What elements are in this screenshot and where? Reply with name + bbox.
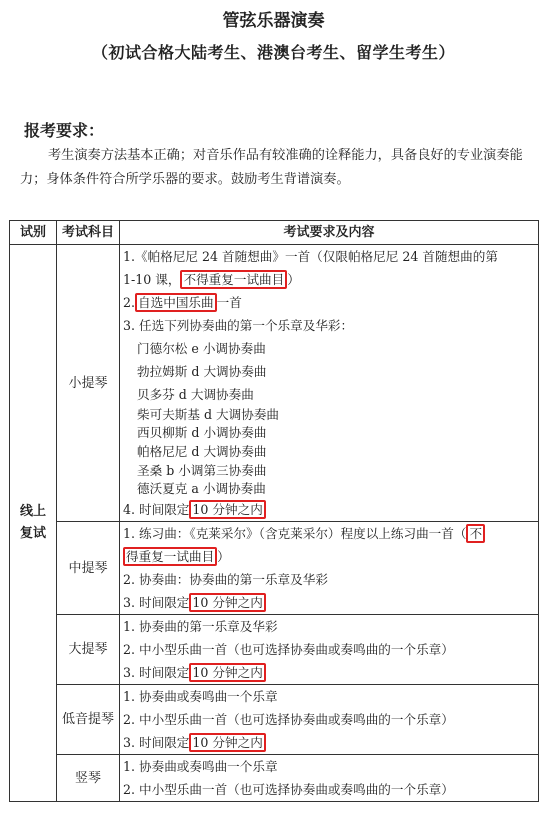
viola-item-2: 2. 协奏曲：协奏曲的第一乐章及华彩 xyxy=(123,572,328,587)
bass-item-1: 1. 协奏曲或奏鸣曲一个乐章 xyxy=(123,689,278,704)
content-violin xyxy=(120,245,539,522)
content-bass xyxy=(120,685,539,755)
header-subject: 考试科目 xyxy=(57,221,120,245)
subject-bass: 低音提琴 xyxy=(57,685,120,755)
bass-item-2: 2. 中小型乐曲一首（也可选择协奏曲或奏鸣曲的一个乐章） xyxy=(123,712,454,727)
highlight-box: 得重复一试曲目 xyxy=(123,547,217,566)
stage-line-2: 复试 xyxy=(19,526,46,541)
table-row-harp xyxy=(10,755,539,802)
violin-item-4: 4. 时间限定 10 分钟之内 xyxy=(123,498,535,521)
violin-item-1b: 1-10 课， 不得重复一试曲目 ） xyxy=(123,272,300,287)
harp-item-2: 2. 中小型乐曲一首（也可选择协奏曲或奏鸣曲的一个乐章） xyxy=(123,782,454,797)
concerto-1: 门德尔松 e 小调协奏曲 xyxy=(137,341,266,356)
header-stage: 试别 xyxy=(10,221,57,245)
page-subtitle: （初试合格大陆考生、港澳台考生、留学生考生） xyxy=(91,43,455,62)
violin-item-1a: 1.《帕格尼尼 24 首随想曲》一首（仅限帕格尼尼 24 首随想曲的第 xyxy=(123,249,498,264)
stage-line-1: 线上 xyxy=(19,504,46,519)
viola-item-1a: 1. 练习曲：《克莱采尔》（含克莱采尔）程度以上练习曲一首（ 不 xyxy=(123,522,535,545)
harp-item-1: 1. 协奏曲或奏鸣曲一个乐章 xyxy=(123,759,278,774)
highlight-box: 自选中国乐曲 xyxy=(135,293,217,312)
subject-harp: 竖琴 xyxy=(57,755,120,802)
cello-item-1: 1. 协奏曲的第一乐章及华彩 xyxy=(123,619,278,634)
subject-cello: 大提琴 xyxy=(57,615,120,685)
concerto-3: 贝多芬 d 大调协奏曲 xyxy=(137,387,254,402)
concerto-4: 柴可夫斯基 d 大调协奏曲 xyxy=(137,407,280,422)
content-cello xyxy=(120,615,539,685)
highlight-box: 不得重复一试曲目 xyxy=(180,270,287,289)
cello-item-3: 3. 时间限定 10 分钟之内 xyxy=(123,661,535,684)
bass-item-3: 3. 时间限定 10 分钟之内 xyxy=(123,731,535,754)
intro-paragraph: 考生演奏方法基本正确；对音乐作品有较准确的诠释能力，具备良好的专业演奏能力；身体条件符合所学乐器的要求。鼓励考生背谱演奏。 xyxy=(20,148,523,187)
table-row-cello xyxy=(10,615,539,685)
requirements-table xyxy=(9,220,539,802)
header-content: 考试要求及内容 xyxy=(120,221,539,245)
viola-item-3: 3. 时间限定 10 分钟之内 xyxy=(123,591,535,614)
highlight-box: 10 分钟之内 xyxy=(189,663,265,682)
content-harp xyxy=(120,755,539,802)
table-row-bass xyxy=(10,685,539,755)
viola-item-1b: 得重复一试曲目 ） xyxy=(123,545,535,568)
table-row-violin xyxy=(10,245,539,522)
violin-item-3: 3. 任选下列协奏曲的第一个乐章及华彩： xyxy=(123,318,354,333)
stage-cell xyxy=(10,245,57,802)
concerto-8: 德沃夏克 a 小调协奏曲 xyxy=(137,481,266,496)
subject-viola: 中提琴 xyxy=(57,522,120,615)
cello-item-2: 2. 中小型乐曲一首（也可选择协奏曲或奏鸣曲的一个乐章） xyxy=(123,642,454,657)
highlight-box: 10 分钟之内 xyxy=(189,593,265,612)
violin-item-2: 2. 自选中国乐曲 一首 xyxy=(123,295,242,310)
concerto-2: 勃拉姆斯 d 大调协奏曲 xyxy=(137,364,267,379)
concerto-7: 圣桑 b 小调第三协奏曲 xyxy=(137,463,267,478)
highlight-box: 10 分钟之内 xyxy=(189,500,265,519)
content-viola xyxy=(120,522,539,615)
concerto-5: 西贝柳斯 d 小调协奏曲 xyxy=(137,425,267,440)
highlight-box: 不 xyxy=(466,524,485,543)
section-heading: 报考要求： xyxy=(24,121,105,140)
page-title: 管弦乐器演奏 xyxy=(222,11,325,31)
subject-violin: 小提琴 xyxy=(57,245,120,522)
table-row-viola xyxy=(10,522,539,615)
highlight-box: 10 分钟之内 xyxy=(189,733,265,752)
concerto-6: 帕格尼尼 d 大调协奏曲 xyxy=(137,444,267,459)
table-header-row xyxy=(10,221,539,245)
